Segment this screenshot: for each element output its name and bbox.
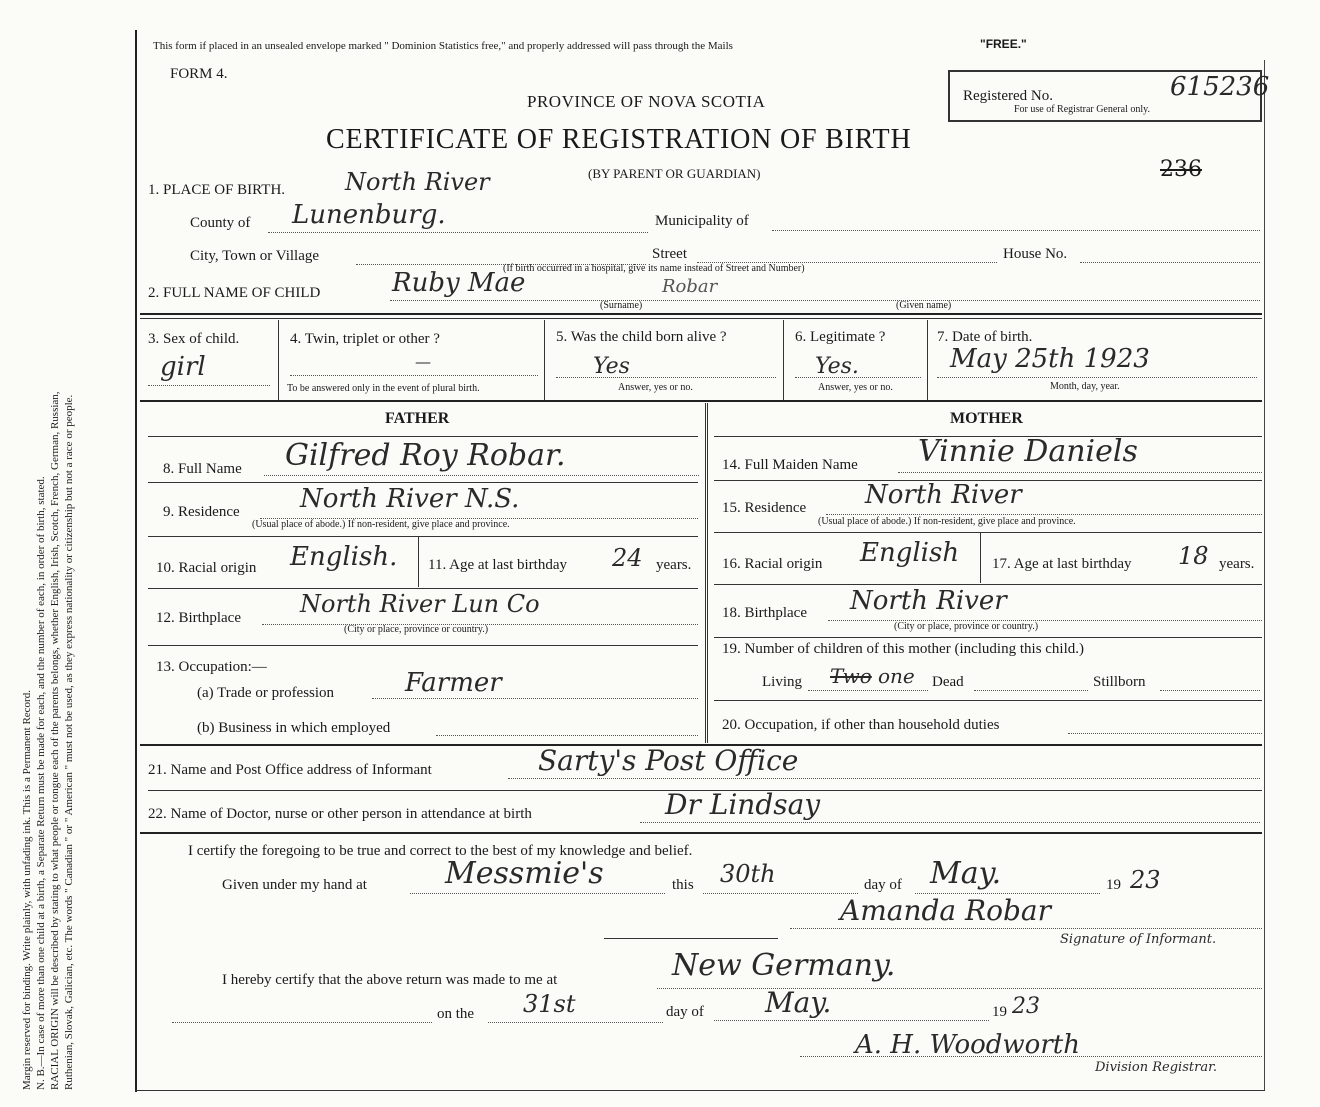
mother-race-label: 16. Racial origin [722,556,823,572]
twin-note: To be answered only in the event of plural birth. [287,383,480,394]
children-count-label: 19. Number of children of this mother (including this child.) [722,641,1085,657]
father-row-9-line [148,536,698,537]
mother-age-value: 18 [1178,542,1209,570]
father-birthplace-label: 12. Birthplace [156,610,241,626]
municipality-label: Municipality of [655,213,749,229]
living-label: Living [762,674,802,690]
mother-row-15-line [714,532,1262,533]
mother-heading: MOTHER [950,410,1023,427]
mother-name-line [898,472,1262,473]
born-alive-label: 5. Was the child born alive ? [556,329,727,345]
given-day-value: 30th [720,860,776,888]
doctor-line [640,822,1260,823]
father-name-line [264,475,699,476]
mother-row-18-line [714,637,1262,638]
father-trade-line [372,698,698,699]
registrar-month-line [714,1020,989,1021]
given-year-value: 23 [1130,866,1161,894]
legitimate-line [795,377,921,378]
mother-residence-note: (Usual place of abode.) If non-resident, give place and province. [818,516,1076,527]
given-place-value: Messmie's [445,856,604,891]
father-residence-note: (Usual place of abode.) If non-resident, give place and province. [252,519,510,530]
dob-value: May 25th 1923 [950,344,1150,374]
given-place-line [410,893,665,894]
registrar-year-prefix: 19 [992,1004,1007,1020]
dob-line [937,377,1257,378]
province-heading: PROVINCE OF NOVA SCOTIA [527,92,766,111]
father-residence-label: 9. Residence [163,504,240,520]
registrar-certify: I hereby certify that the above return was made to me at [222,972,558,988]
registrar-signature-line [800,1056,1262,1057]
mother-race-divider [980,533,981,583]
informant-signature: Amanda Robar [840,894,1051,927]
given-name-note: (Given name) [896,300,952,311]
divider-3-4 [278,320,279,400]
doctor-label: 22. Name of Doctor, nurse or other person in attendance at birth [148,806,532,822]
child-surname: Robar [662,276,718,297]
house-label: House No. [1003,246,1068,262]
informant-value: Sarty's Post Office [538,744,799,777]
mother-row-16-line [714,584,1262,585]
margin-note-3: RACIAL ORIGIN will be described by stating to what people or tongue each of the parents belongs, whether English, Irish, Scotch, French, German, Russian, [49,391,61,1090]
registrar-day-value: 31st [523,990,576,1018]
mother-age-label: 17. Age at last birthday [992,556,1132,572]
surname-note: (Surname) [600,300,643,311]
registered-number: 615236 [1170,72,1270,102]
margin-notes [20,50,80,1090]
sex-value: girl [160,352,206,382]
sex-label: 3. Sex of child. [148,331,240,347]
county-line [268,232,648,233]
father-heading: FATHER [385,410,450,427]
county-label: County of [190,215,251,231]
father-row-12-line [148,645,698,646]
informant-signature-line [790,928,1262,929]
twin-line [290,375,538,376]
separator-line [604,938,778,939]
this-label: this [672,877,694,893]
informant-signature-label: Signature of Informant. [1060,932,1217,947]
father-age-years: years. [656,557,692,573]
margin-border [135,30,137,1092]
given-under-label: Given under my hand at [222,877,367,893]
child-name-label: 2. FULL NAME OF CHILD [148,285,321,301]
registrar-month-value: May. [765,986,832,1019]
registrar-signature-label: Division Registrar. [1095,1060,1217,1075]
registrar-lead-line [172,1022,432,1023]
father-trade-label: (a) Trade or profession [197,685,335,701]
mother-occupation-line [1068,733,1262,734]
stillborn-label: Stillborn [1093,674,1146,690]
local-number: 236 [1160,157,1202,182]
registrar-year-value: 23 [1012,994,1040,1019]
doctor-value: Dr Lindsay [665,788,821,821]
mail-notice: This form if placed in an unsealed envelope marked " Dominion Statistics free," and properly addressed will pass through the Mails [153,40,733,52]
registrar-place-value: New Germany. [672,948,896,983]
legitimate-note: Answer, yes or no. [818,382,893,393]
registrar-signature: A. H. Woodworth [855,1030,1080,1060]
father-business-label: (b) Business in which employed [197,720,391,736]
registrar-dayof-label: day of [666,1004,704,1020]
bottom-border [135,1090,1265,1091]
street-label: Street [652,246,687,262]
city-label: City, Town or Village [190,248,320,264]
child-given-name: Ruby Mae [392,268,526,298]
father-race-divider [418,537,419,587]
father-heading-line [148,436,698,437]
page-subtitle: (BY PARENT OR GUARDIAN) [588,166,761,181]
parents-divider [705,403,708,743]
row-top-line-2 [140,318,1262,319]
born-alive-value: Yes [593,354,630,379]
father-name-value: Gilfred Roy Robar. [285,438,566,473]
divider-6-7 [927,320,928,400]
given-year-prefix: 19 [1106,877,1121,893]
mother-age-years: years. [1219,556,1255,572]
father-age-value: 24 [612,544,643,572]
registered-note: For use of Registrar General only. [1014,104,1150,115]
living-value: one [878,664,915,688]
born-alive-note: Answer, yes or no. [618,382,693,393]
legitimate-value: Yes. [815,354,859,379]
margin-note-2: N. B.—In case of more than one child at a birth, a Separate Return must be made for each, and the number of each, in order of birth, stated. [35,476,47,1090]
divider-5-6 [783,320,784,400]
hospital-note: (If birth occurred in a hospital, give its name instead of Street and Number) [503,263,805,274]
father-age-label: 11. Age at last birthday [428,557,567,573]
father-trade-value: Farmer [405,668,502,698]
legitimate-label: 6. Legitimate ? [795,329,886,345]
father-business-line [436,735,698,736]
dead-label: Dead [932,674,964,690]
row-bottom-line [140,400,1262,402]
divider-4-5 [544,320,545,400]
father-name-label: 8. Full Name [163,461,242,477]
father-row-10-line [148,588,698,589]
mother-residence-value: North River [865,480,1022,510]
mother-race-value: English [860,538,960,568]
child-name-line [390,300,1260,301]
twin-value: — [415,352,431,371]
county-value: Lunenburg. [292,200,446,230]
mother-residence-label: 15. Residence [722,500,807,516]
sex-line [148,385,270,386]
twin-label: 4. Twin, triplet or other ? [290,331,440,347]
mail-free: "FREE." [980,37,1027,51]
house-line [1080,262,1260,263]
mother-birthplace-note: (City or place, province or country.) [894,621,1039,632]
registrar-on-label: on the [437,1006,475,1022]
registrar-day-line [488,1022,663,1023]
father-residence-value: North River N.S. [300,484,520,514]
given-day-line [703,893,858,894]
father-occupation-label: 13. Occupation:— [156,659,267,675]
dob-label: 7. Date of birth. [937,329,1033,345]
mother-name-value: Vinnie Daniels [918,434,1138,469]
father-race-value: English. [290,542,398,572]
page-title: CERTIFICATE OF REGISTRATION OF BIRTH [326,124,912,155]
stillborn-line [1160,690,1260,691]
mother-birthplace-value: North River [850,586,1007,616]
right-border [1264,60,1265,1090]
father-row-8-line [148,482,698,483]
informant-label: 21. Name and Post Office address of Informant [148,762,432,778]
dob-note: Month, day, year. [1050,381,1120,392]
margin-note-1: Margin reserved for binding. Write plainly, with unfading ink. This is a Permanent Record. [21,690,33,1090]
margin-note-4: Ruthenian, Slovak, Galician, etc. The words " Canadian " or " American " must not be used, as they express nationality or citizenship but not a race or people. [63,394,75,1090]
registrar-place-line [657,988,1262,989]
living-struck-value: Two [830,664,872,688]
given-dayof-label: day of [864,877,902,893]
registered-label: Registered No. [963,88,1053,104]
row-top-line [140,313,1262,315]
given-month-value: May. [930,856,1002,891]
municipality-line [772,230,1260,231]
mother-row-19-line [714,700,1262,701]
mother-name-label: 14. Full Maiden Name [722,457,858,473]
mother-occupation-label: 20. Occupation, if other than household duties [722,717,1000,733]
mother-birthplace-label: 18. Birthplace [722,605,807,621]
father-birthplace-note: (City or place, province or country.) [344,624,489,635]
born-alive-line [556,377,776,378]
father-birthplace-value: North River Lun Co [300,590,540,618]
dead-line [974,690,1088,691]
place-of-birth-label: 1. PLACE OF BIRTH. [148,182,286,198]
row-22-line [140,832,1262,834]
place-of-birth-value: North River [345,168,490,196]
form-number: FORM 4. [170,66,228,82]
informant-certify: I certify the foregoing to be true and correct to the best of my knowledge and belief. [188,843,693,859]
mother-residence-line [826,514,1262,515]
informant-line [508,778,1260,779]
living-line [808,690,928,691]
father-race-label: 10. Racial origin [156,560,257,576]
